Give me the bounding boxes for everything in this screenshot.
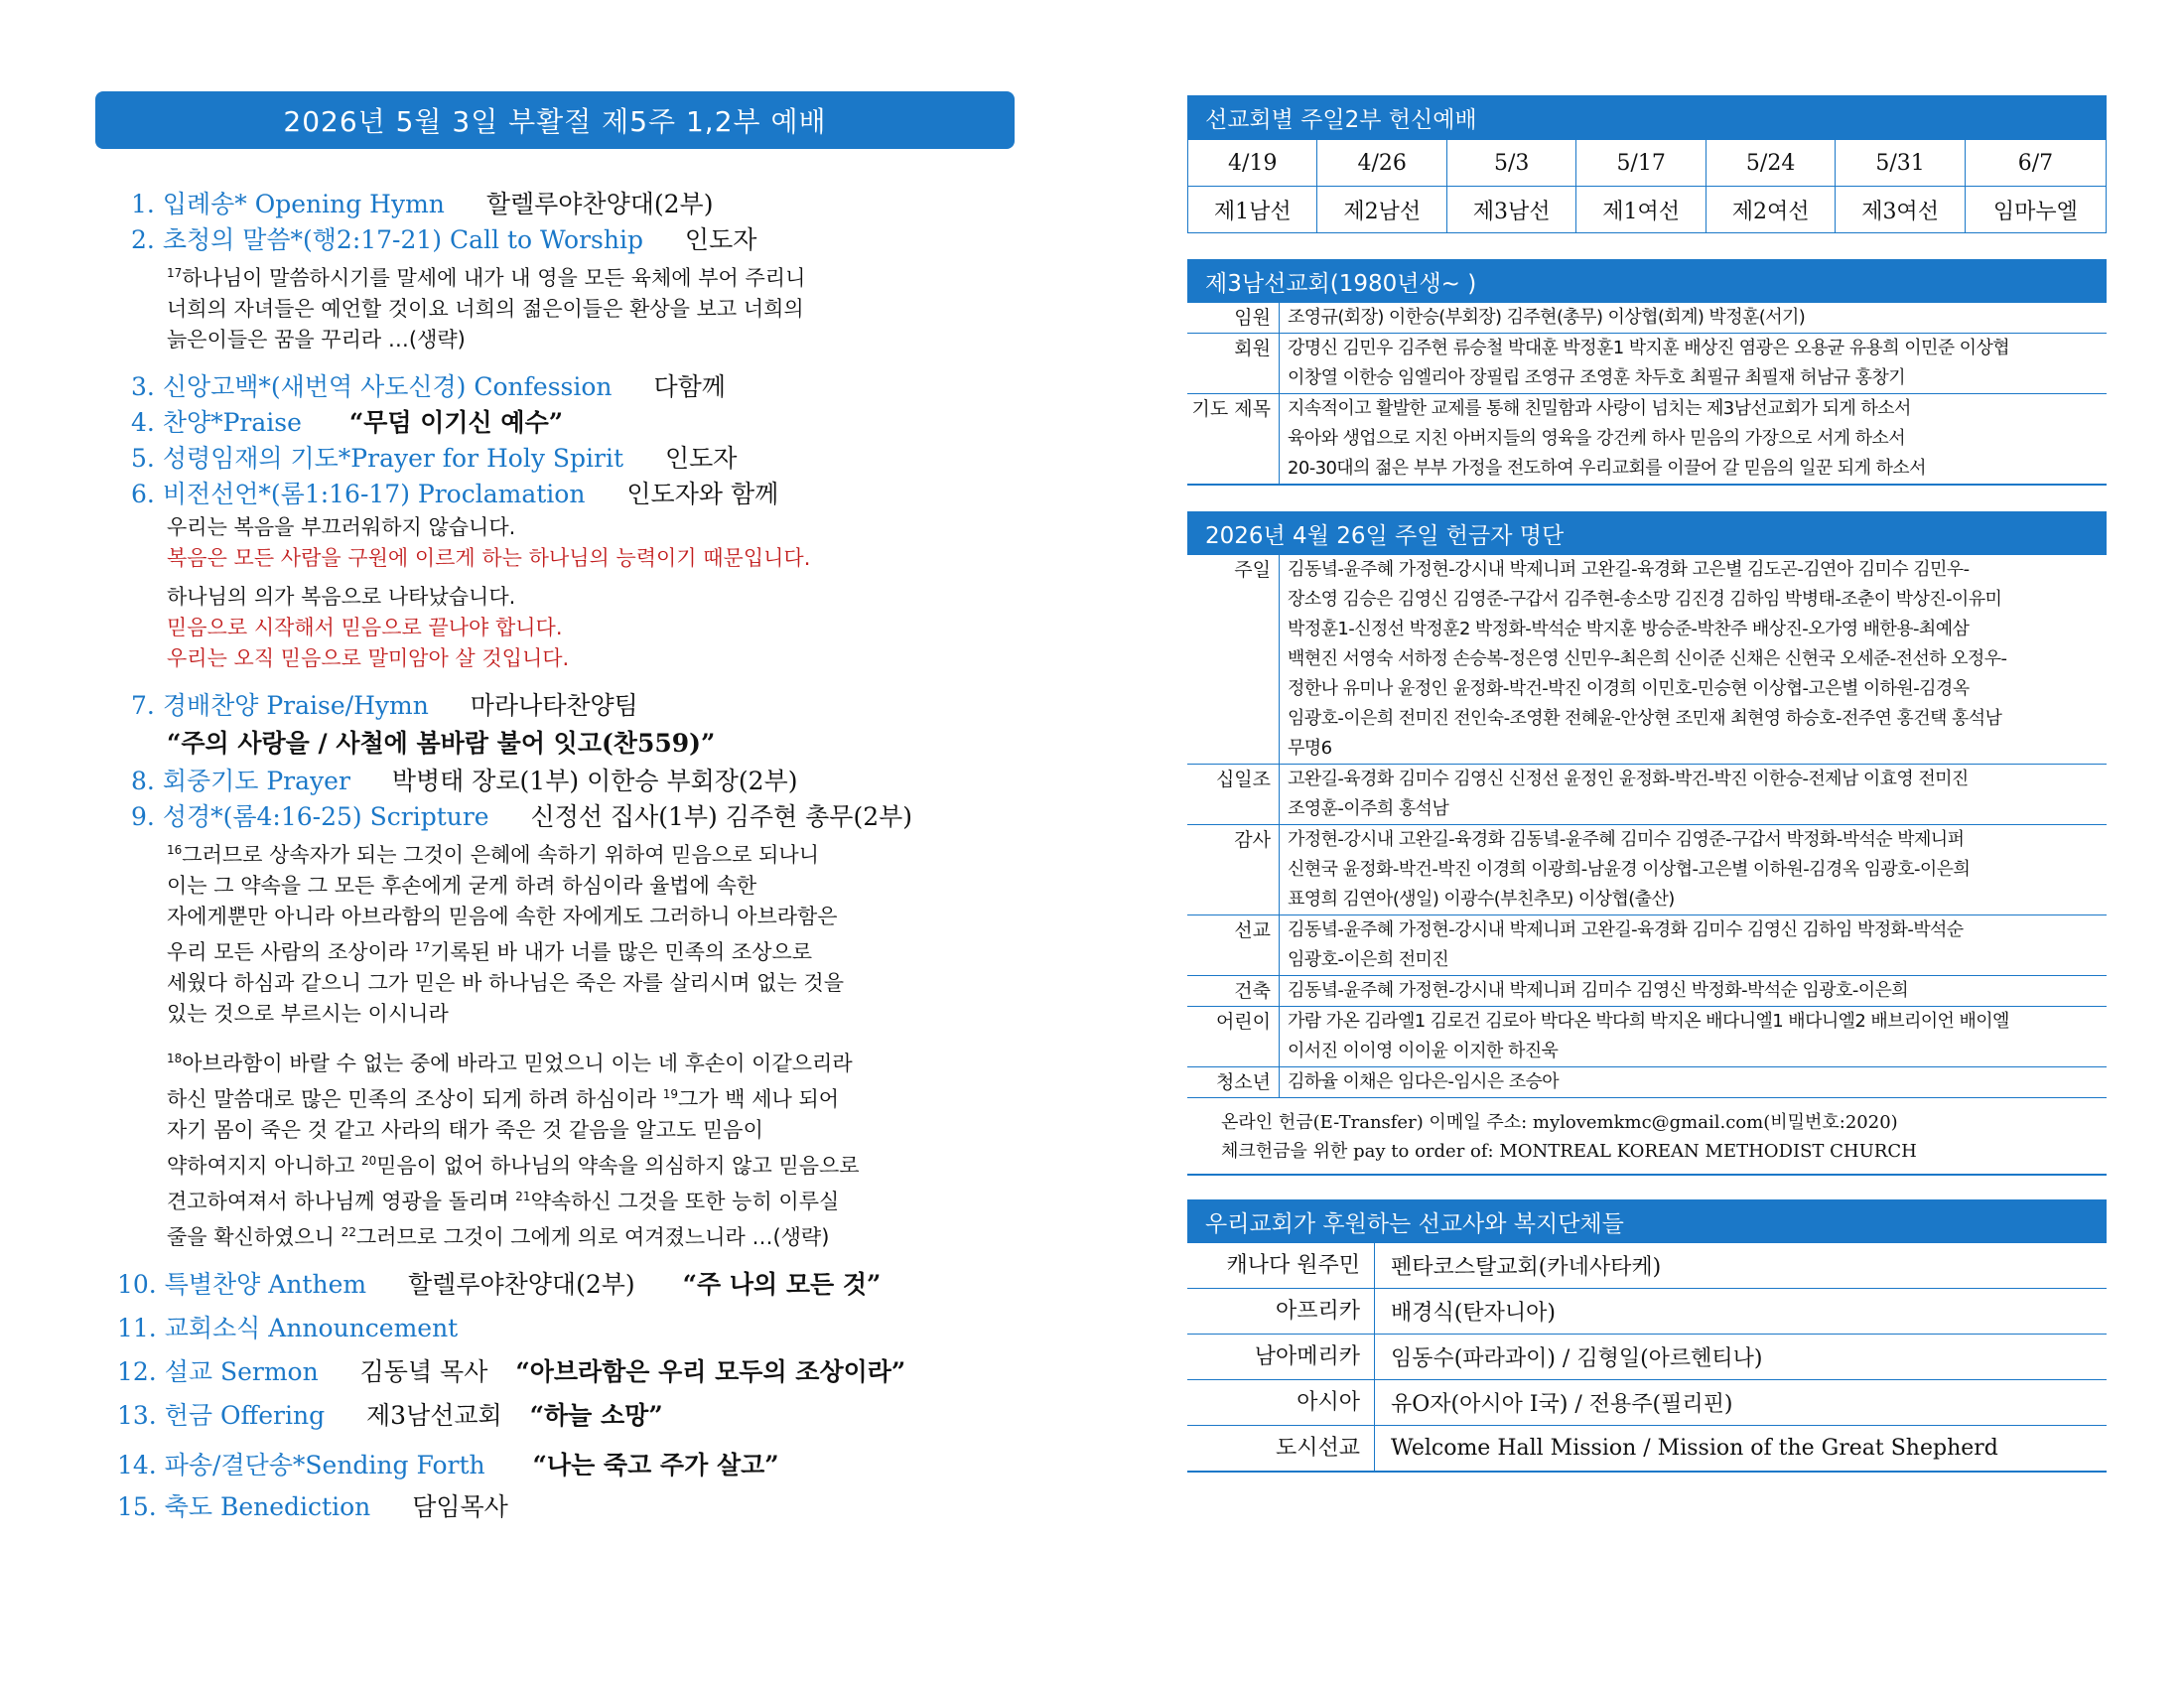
item-title: 성령임재의 기도*Prayer for Holy Spirit <box>162 444 624 473</box>
schedule-date: 6/7 <box>1965 140 2106 187</box>
row-label: 감사 <box>1187 825 1280 914</box>
worship-item-15 <box>117 1489 1015 1525</box>
worship-item-4 <box>131 405 1015 441</box>
row-line: 김동녘-윤주혜 가정현-강시내 박제니퍼 고완길-육경화 김미수 김영신 김하임 박정화-박석순 <box>1288 919 1964 940</box>
item-number: 13. <box>117 1401 157 1430</box>
order-of-worship <box>95 91 1015 1680</box>
item-leader: 할렐루야찬양대(2부) <box>408 1270 635 1299</box>
proclamation-line: 우리는 복음을 부끄러워하지 않습니다. <box>167 515 516 539</box>
worship-item-5 <box>131 441 1015 477</box>
row-line: 20-30대의 젊은 부부 가정을 전도하여 우리교회를 이끌어 갈 믿음의 일꾼 되게 하소서 <box>1288 458 1926 479</box>
mission-row <box>1187 1380 2107 1426</box>
item-number: 8. <box>131 767 155 795</box>
row-label: 청소년 <box>1187 1067 1280 1097</box>
item-title: 입례송* Opening Hymn <box>162 190 445 218</box>
verse-line: 세웠다 하심과 같으니 그가 믿은 바 하나님은 죽은 자를 살리시며 없는 것을 <box>167 971 845 995</box>
worship-header: 2026년 5월 3일 부활절 제5주 1,2부 예배 <box>95 91 1015 149</box>
item-number: 15. <box>117 1492 157 1521</box>
row-line: 김동녘-윤주혜 가정현-강시내 박제니퍼 고완길-육경화 고은별 김도곤-김연아 김미수 김민우- <box>1288 559 1970 580</box>
verse-number: 22 <box>341 1225 356 1239</box>
mission-row <box>1187 1289 2107 1335</box>
item-number: 9. <box>131 802 155 831</box>
row-line: 표영희 김연아(생일) 이광수(부친추모) 이상협(출산) <box>1288 889 1675 910</box>
schedule-header: 선교회별 주일2부 헌신예배 <box>1187 95 2107 139</box>
verse-number: 17 <box>167 266 183 280</box>
item-song: “무덤 이기신 예수” <box>348 408 564 437</box>
mission3-header: 제3남선교회(1980년생~ ) <box>1187 259 2107 303</box>
mission3-table <box>1187 303 2107 486</box>
proclamation-line: 우리는 오직 믿음으로 말미암아 살 것입니다. <box>167 646 570 670</box>
verse-line: 기록된 바 내가 너를 많은 민족의 조상으로 <box>430 940 813 964</box>
verse-line: 너희의 자녀들은 예언할 것이요 너희의 젊은이들은 환상을 보고 너희의 <box>167 297 804 321</box>
worship-item-8 <box>131 764 1015 799</box>
item-title: 설교 Sermon <box>164 1357 319 1386</box>
row-line: 지속적이고 활발한 교제를 통해 친밀함과 사랑이 넘치는 제3남선교회가 되게 하소서 <box>1288 398 1911 419</box>
offering-row-youth <box>1187 1067 2107 1097</box>
item-leader: 담임목사 <box>412 1492 508 1521</box>
mission3-row-officers <box>1187 303 2107 334</box>
worship-item-12 <box>117 1354 1015 1390</box>
row-line: 백현진 서영숙 서하정 손승복-정은영 신민우-최은희 신이준 신채은 신현국 오세준-전선하 오정우- <box>1288 648 2007 669</box>
offering-row-children <box>1187 1007 2107 1067</box>
item-title: 찬양*Praise <box>162 408 302 437</box>
mission-name: 배경식(탄자니아) <box>1391 1301 1556 1326</box>
worship-item-13 <box>117 1398 1015 1434</box>
row-line: 김동녘-윤주혜 가정현-강시내 박제니퍼 김미수 김영신 박정화-박석순 임광호-이은희 <box>1288 980 1909 1001</box>
schedule-date: 4/26 <box>1317 140 1446 187</box>
item-number: 3. <box>131 372 155 401</box>
worship-item-14 <box>117 1448 1015 1483</box>
verse-line: 그가 백 세나 되어 <box>677 1087 840 1111</box>
item-title: 축도 Benediction <box>164 1492 371 1521</box>
schedule-date: 5/24 <box>1706 140 1835 187</box>
mission3-row-prayer <box>1187 394 2107 484</box>
row-label: 임원 <box>1187 303 1280 333</box>
schedule-date: 5/17 <box>1576 140 1706 187</box>
verse-line: 하신 말씀대로 많은 민족의 조상이 되게 하려 하심이라 <box>167 1087 663 1111</box>
row-label: 건축 <box>1187 976 1280 1006</box>
item-number: 5. <box>131 444 155 473</box>
missions-header: 우리교회가 후원하는 선교사와 복지단체들 <box>1187 1199 2107 1243</box>
row-line: 임광호-이은희 전미진 <box>1288 949 1449 970</box>
row-line: 육아와 생업으로 지친 아버지들의 영육을 강건케 하사 믿음의 가장으로 서게 하소서 <box>1288 428 1906 449</box>
row-line: 김하율 이채은 임다은-임시은 조승아 <box>1288 1071 1560 1092</box>
verse-line: 우리 모든 사람의 조상이라 <box>167 940 415 964</box>
offering-row-tithe <box>1187 765 2107 825</box>
worship-item-11 <box>117 1311 1015 1346</box>
item-leader: 인도자와 함께 <box>626 480 779 508</box>
row-line: 임광호-이은희 전미진 전인숙-조영환 전혜윤-안상현 조민재 최현영 하승호-전주연 홍건택 홍석남 <box>1288 708 2002 729</box>
verse-line: 그러므로 그것이 그에게 의로 여겨졌느니라 …(생략) <box>355 1225 830 1249</box>
item-title: 회중기도 Prayer <box>162 767 350 795</box>
row-label: 주일 <box>1187 555 1280 764</box>
item-number: 4. <box>131 408 155 437</box>
schedule-date: 5/31 <box>1836 140 1965 187</box>
verse-line: 하나님이 말씀하시기를 말세에 내가 내 영을 모든 육체에 부어 주리니 <box>182 266 806 290</box>
mission-row <box>1187 1426 2107 1473</box>
verse-number: 19 <box>662 1087 678 1101</box>
item-title: 교회소식 Announcement <box>164 1314 459 1342</box>
schedule-group: 제1남선 <box>1188 187 1317 233</box>
mission-region: 아시아 <box>1187 1380 1375 1425</box>
item-title: 성경*(롬4:16-25) Scripture <box>162 802 489 831</box>
verse-line: 늙은이들은 꿈을 꾸리라 …(생략) <box>167 328 466 352</box>
verse-line: 그러므로 상속자가 되는 그것이 은혜에 속하기 위하여 믿음으로 되나니 <box>182 843 819 867</box>
item-number: 11. <box>117 1314 157 1342</box>
offering-row-thanks <box>1187 825 2107 915</box>
offering-row-building <box>1187 976 2107 1007</box>
mission-name: 펜타코스탈교회(카네사타케) <box>1391 1255 1662 1280</box>
mission-name: 유O자(아시아 I국) / 전용주(필리핀) <box>1391 1392 1733 1417</box>
row-line: 가정현-강시내 고완길-육경화 김동녘-윤주혜 김미수 김영준-구갑서 박정화-박석순 박제니퍼 <box>1288 829 1965 850</box>
row-line: 강명신 김민우 김주현 류승철 박대훈 박정훈1 박지훈 배상진 염광은 오용균 유용희 이민준 이상협 <box>1288 338 2010 358</box>
item-number: 7. <box>131 691 155 720</box>
item-number: 1. <box>131 190 155 218</box>
schedule-group: 제2남선 <box>1317 187 1446 233</box>
scripture-paragraph-1 <box>167 835 1015 1030</box>
verse-line: 믿음이 없어 하나님의 약속을 의심하지 않고 믿음으로 <box>376 1154 860 1178</box>
row-line: 장소영 김승은 김영신 김영준-구갑서 김주현-송소망 김진경 김하임 박병태-조춘이 박상진-이유미 <box>1288 589 2002 610</box>
item-title: 특별찬양 Anthem <box>164 1270 367 1299</box>
verse-line: 이는 그 약속을 그 모든 후손에게 굳게 하려 하심이라 율법에 속한 <box>167 874 757 898</box>
cheque-note: 체크헌금을 위한 pay to order of: MONTREAL KOREAN METHODIST CHURCH <box>1221 1141 1917 1162</box>
schedule-group: 제3남선 <box>1446 187 1575 233</box>
row-line: 이서진 이이영 이이윤 이지한 하진욱 <box>1288 1041 1559 1061</box>
worship-item-1 <box>131 187 1015 222</box>
verse-number: 17 <box>414 940 431 954</box>
schedule-groups-row <box>1188 187 2107 233</box>
row-label: 기도 제목 <box>1187 394 1280 484</box>
row-line: 박정훈1-신정선 박정훈2 박정화-박석순 박지훈 방승준-박찬주 배상진-오가영 배한용-최예삼 <box>1288 619 1970 639</box>
schedule-dates-row <box>1188 140 2107 187</box>
mission-region: 남아메리카 <box>1187 1335 1375 1379</box>
verse-line: 자기 몸이 죽은 것 같고 사라의 태가 죽은 것 같음을 알고도 믿음이 <box>167 1118 763 1142</box>
mission-region: 아프리카 <box>1187 1289 1375 1334</box>
item-title: 신앙고백*(새번역 사도신경) Confession <box>162 372 613 401</box>
offering-note <box>1187 1097 2107 1176</box>
offering-row-mission <box>1187 915 2107 976</box>
verse-number: 20 <box>360 1154 377 1168</box>
item-number: 10. <box>117 1270 157 1299</box>
row-line: 정한나 유미나 윤정인 윤정화-박건-박진 이경희 이민호-민승현 이상협-고은별 이하원-김경옥 <box>1288 678 1970 699</box>
verse-line: 약속하신 그것을 또한 능히 이루실 <box>530 1190 840 1213</box>
item-leader: 제3남선교회 <box>366 1401 502 1430</box>
item-title: 비전선언*(롬1:16-17) Proclamation <box>162 480 586 508</box>
proclamation-line: 하나님의 의가 복음으로 나타났습니다. <box>167 585 516 609</box>
item-number: 6. <box>131 480 155 508</box>
row-label: 선교 <box>1187 915 1280 975</box>
mission-region: 캐나다 원주민 <box>1187 1243 1375 1288</box>
mission-name: Welcome Hall Mission / Mission of the Great Shepherd <box>1391 1436 1998 1461</box>
worship-item-6 <box>131 477 1015 512</box>
row-label: 십일조 <box>1187 765 1280 824</box>
mission-name: 임동수(파라과이) / 김형일(아르헨티나) <box>1391 1346 1763 1371</box>
row-line: 조영훈-이주희 홍석남 <box>1288 798 1449 819</box>
item-title: 경배찬양 Praise/Hymn <box>162 691 429 720</box>
worship-items <box>95 187 1015 1525</box>
item-number: 12. <box>117 1357 157 1386</box>
verse-number: 16 <box>167 843 183 857</box>
mission-row <box>1187 1335 2107 1380</box>
item-number: 14. <box>117 1451 157 1479</box>
item-number: 2. <box>131 225 155 254</box>
verse-line: 줄을 확신하였으니 <box>167 1225 341 1249</box>
worship-item-10 <box>117 1267 1015 1303</box>
item-leader: 인도자 <box>665 444 738 473</box>
offering-row-sunday <box>1187 555 2107 765</box>
row-line: 고완길-육경화 김미수 김영신 신정선 윤정인 윤정화-박건-박진 이한승-전제남 이효영 전미진 <box>1288 769 1969 789</box>
verse-line: 자에게뿐만 아니라 아브라함의 믿음에 속한 자에게도 그러하니 아브라함은 <box>167 905 838 928</box>
item-leader: 인도자 <box>684 225 757 254</box>
etransfer-note: 온라인 헌금(E-Transfer) 이메일 주소: mylovemkmc@gmail.com(비밀번호:2020) <box>1221 1112 1898 1133</box>
item-title: 초청의 말씀*(행2:17-21) Call to Worship <box>162 225 643 254</box>
schedule-table <box>1187 139 2107 233</box>
offering-header: 2026년 4월 26일 주일 헌금자 명단 <box>1187 511 2107 555</box>
row-label: 어린이 <box>1187 1007 1280 1066</box>
schedule-group: 제1여선 <box>1576 187 1706 233</box>
right-column <box>1187 95 2107 1684</box>
worship-item-3 <box>131 369 1015 405</box>
offering-table <box>1187 555 2107 1097</box>
worship-item-7 <box>131 688 1015 724</box>
schedule-group: 제2여선 <box>1706 187 1835 233</box>
verse-line: 아브라함이 바랄 수 없는 중에 바라고 믿었으니 이는 네 후손이 이같으리라 <box>182 1052 853 1075</box>
item-song: “나는 죽고 주가 살고” <box>532 1451 779 1479</box>
proclamation-text <box>167 512 1015 674</box>
call-verse <box>167 258 1015 355</box>
row-line: 신현국 윤정화-박건-박진 이경희 이광희-남윤경 이상협-고은별 이하원-김경옥 임광호-이은희 <box>1288 859 1971 880</box>
item-leader: 김동녘 목사 <box>359 1357 488 1386</box>
mission-row <box>1187 1243 2107 1289</box>
verse-number: 18 <box>167 1052 183 1065</box>
mission3-row-members <box>1187 334 2107 394</box>
verse-number: 21 <box>515 1190 531 1203</box>
verse-line: 있는 것으로 부르시는 이시니라 <box>167 1002 449 1026</box>
schedule-date: 5/3 <box>1446 140 1575 187</box>
item-song: “주 나의 모든 것” <box>682 1270 882 1299</box>
scripture-paragraph-2 <box>167 1044 1015 1253</box>
schedule-date: 4/19 <box>1188 140 1317 187</box>
mission-region: 도시선교 <box>1187 1426 1375 1471</box>
row-label: 회원 <box>1187 334 1280 393</box>
row-line: 무명6 <box>1288 738 1332 759</box>
proclamation-line: 복음은 모든 사람을 구원에 이르게 하는 하나님의 능력이기 때문입니다. <box>167 546 811 570</box>
proclamation-line: 믿음으로 시작해서 믿음으로 끝나야 합니다. <box>167 616 563 639</box>
worship-item-9 <box>131 799 1015 835</box>
verse-line: 견고하여져서 하나님께 영광을 돌리며 <box>167 1190 516 1213</box>
missions-table <box>1187 1243 2107 1473</box>
item-leader: 마라나타찬양팀 <box>470 691 638 720</box>
item-leader: 할렐루야찬양대(2부) <box>485 190 714 218</box>
schedule-group: 제3여선 <box>1836 187 1965 233</box>
item-song: “아브라함은 우리 모두의 조상이라” <box>515 1357 906 1386</box>
row-line: 이창열 이한승 임엘리아 장필립 조영규 조영훈 차두호 최필규 최필재 허남규 홍창기 <box>1288 367 1906 388</box>
hymn-quote: “주의 사랑을 / 사철에 봄바람 불어 잇고(찬559)” <box>167 729 716 758</box>
row-line: 조영규(회장) 이한승(부회장) 김주현(총무) 이상협(회계) 박정훈(서기) <box>1288 307 1806 328</box>
item-leader: 신정선 집사(1부) 김주현 총무(2부) <box>530 802 913 831</box>
row-line: 가람 가온 김라엘1 김로건 김로아 박다온 박다희 박지온 배다니엘1 배다니엘2 배브리이언 배이엘 <box>1288 1011 2009 1032</box>
item-song: “하늘 소망” <box>529 1401 663 1430</box>
item-leader: 다함께 <box>653 372 726 401</box>
item-title: 파송/결단송*Sending Forth <box>164 1451 485 1479</box>
schedule-group: 임마누엘 <box>1965 187 2106 233</box>
item-title: 헌금 Offering <box>164 1401 326 1430</box>
item-leader: 박병태 장로(1부) 이한승 부회장(2부) <box>391 767 798 795</box>
verse-line: 약하여지지 아니하고 <box>167 1154 361 1178</box>
worship-item-2 <box>131 222 1015 258</box>
